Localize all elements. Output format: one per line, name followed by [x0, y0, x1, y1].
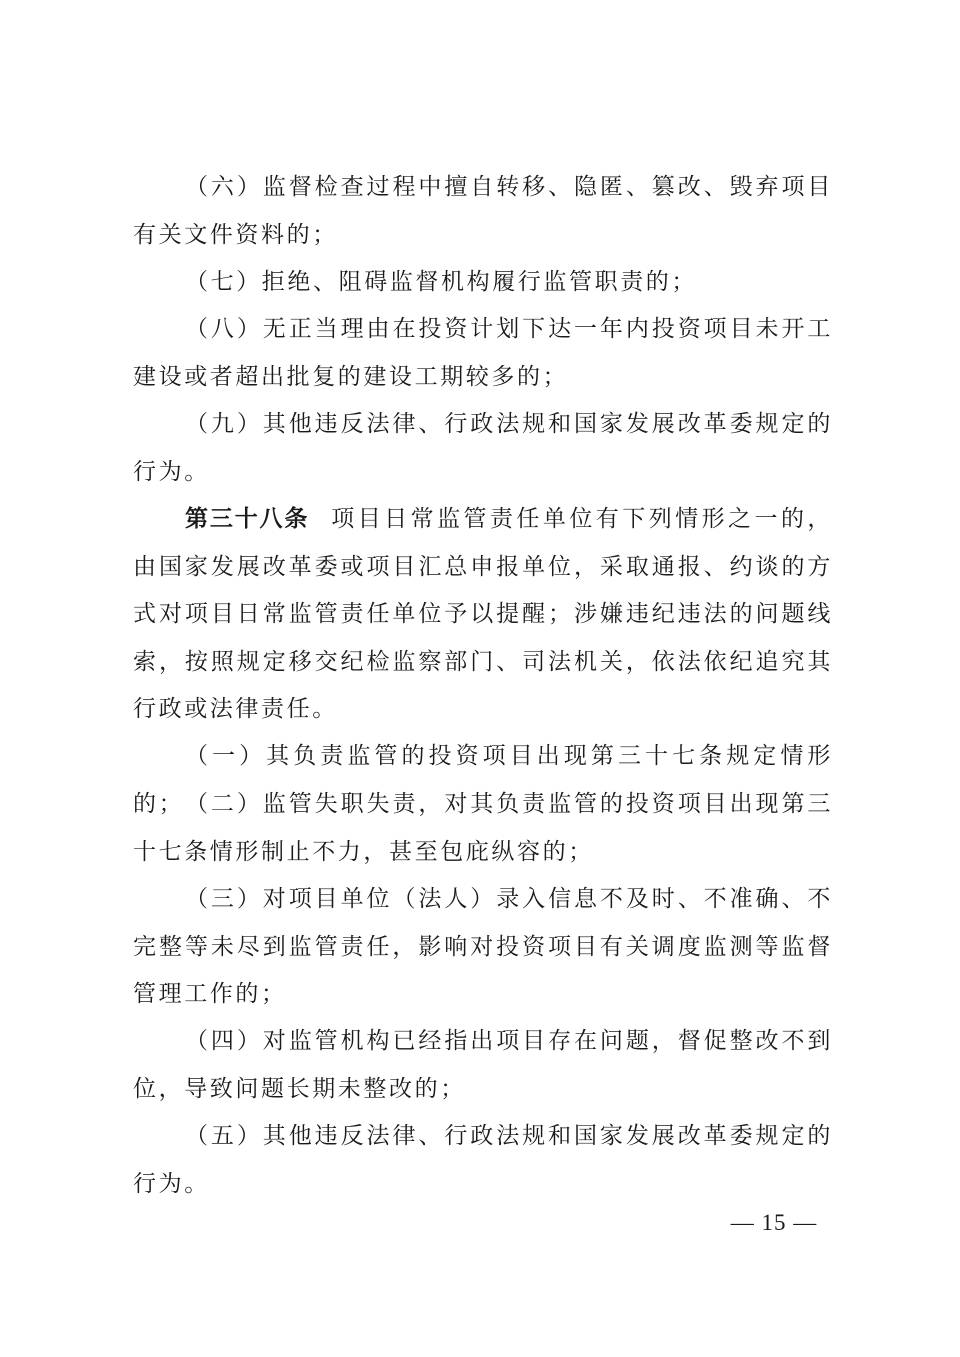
list-item-3: （三）对项目单位（法人）录入信息不及时、不准确、不完整等未尽到监管责任，影响对投资项目有关调度监测等监督管理工作的；	[133, 886, 833, 1007]
clause-item-7: （七）拒绝、阻碍监督机构履行监管职责的；	[185, 269, 697, 295]
clause-item-9: （九）其他违反法律、行政法规和国家发展改革委规定的行为。	[133, 411, 833, 485]
list-item-1: （一）其负责监管的投资项目出现第三十七条规定情形的；	[133, 743, 833, 817]
clause-item-8: （八）无正当理由在投资计划下达一年内投资项目未开工建设或者超出批复的建设工期较多的；	[133, 316, 833, 390]
list-item-5: （五）其他违反法律、行政法规和国家发展改革委规定的行为。	[133, 1123, 833, 1197]
article-text: 项目日常监管责任单位有下列情形之一的，由国家发展改革委或项目汇总申报单位，采取通报、约谈的方式对项目日常监管责任单位予以提醒；涉嫌违纪违法的问题线索，按照规定移交纪检监察部门、司法机关，依法依纪追究其行政或法律责任。	[133, 506, 833, 722]
article-38	[133, 496, 833, 734]
list-item-4: （四）对监管机构已经指出项目存在问题，督促整改不到位，导致问题长期未整改的；	[133, 1028, 833, 1102]
page-number: — 15 —	[730, 1210, 818, 1235]
clause-item-6: （六）监督检查过程中擅自转移、隐匿、篡改、毁弃项目有关文件资料的；	[133, 174, 833, 248]
list-item-2: （二）监管失职失责，对其负责监管的投资项目出现第三十七条情形制止不力，甚至包庇纵容的；	[133, 791, 833, 865]
article-number: 第三十八条	[185, 506, 310, 532]
